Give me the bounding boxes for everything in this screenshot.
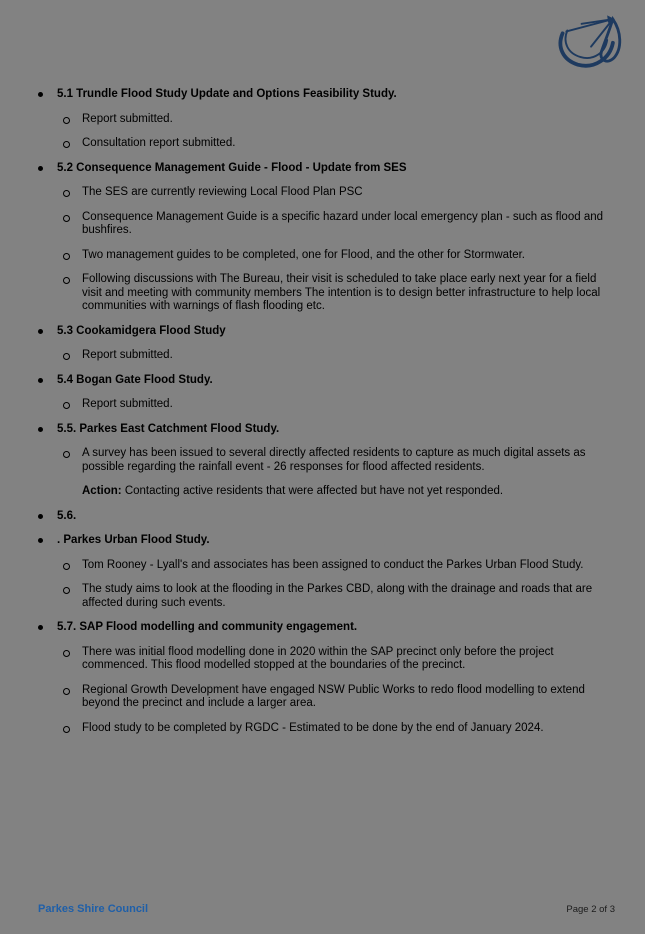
item-heading: 5.7. SAP Flood modelling and community engagement.	[57, 621, 358, 633]
sub-item-text: There was initial flood modelling done in 2020 within the SAP precinct only before the project commenced. This flood modelled stopped at the boundaries of the precinct.	[82, 645, 554, 671]
bullet-circle-icon	[63, 447, 82, 474]
sub-item-text: Contacting active residents that were affected but have not yet responded.	[124, 485, 504, 497]
bullet-circle-icon	[63, 684, 82, 711]
action-label: Action:	[82, 485, 122, 497]
item-heading: 5.5. Parkes East Catchment Flood Study.	[57, 422, 280, 435]
bullet-disc-icon	[38, 162, 57, 176]
sub-item-text: Consequence Management Guide is a specific hazard under local emergency plan - such as flood and bushfires.	[82, 210, 604, 236]
item-heading: 5.1 Trundle Flood Study Update and Options Feasibility Study.	[57, 88, 397, 100]
bullet-circle-icon	[63, 273, 82, 314]
parkes-shire-council-logo	[555, 9, 629, 71]
bullet-disc-icon	[38, 621, 57, 635]
sub-item-text: Report submitted.	[82, 398, 173, 410]
bullet-disc-icon	[38, 325, 57, 339]
bullet-circle-icon	[63, 398, 82, 412]
bullet-circle-icon	[63, 349, 82, 363]
page-footer	[38, 903, 615, 915]
bullet-circle-icon	[63, 113, 82, 127]
sub-item-text: Regional Growth Development have engaged NSW Public Works to redo flood modelling to extend beyond the precinct and include a larger area.	[82, 683, 585, 709]
sub-item-text: Report submitted.	[82, 349, 173, 361]
sub-item-text: Following discussions with The Bureau, their visit is scheduled to take place early next year for a field visit and meeting with community members The intention is to design better infrastructure to help local communities with warnings of flash flooding etc.	[82, 273, 601, 312]
bullet-circle-icon	[63, 249, 82, 263]
item-heading: . Parkes Urban Flood Study.	[57, 534, 210, 546]
radio-telescope-dish-icon	[555, 9, 629, 71]
list-item	[0, 621, 612, 735]
bullet-circle-icon	[63, 211, 82, 238]
list-item	[0, 88, 612, 151]
spacer	[63, 485, 82, 499]
bullet-disc-icon	[38, 88, 57, 102]
footer-council-link[interactable]: Parkes Shire Council	[38, 903, 149, 915]
list-item	[0, 162, 612, 314]
list-item	[0, 534, 612, 610]
bullet-disc-icon	[38, 423, 57, 437]
sub-item-text: Report submitted.	[82, 112, 173, 125]
bullet-circle-icon	[63, 137, 82, 151]
item-heading: 5.2 Consequence Management Guide - Flood - Update from SES	[57, 161, 407, 174]
bullet-circle-icon	[63, 646, 82, 673]
sub-item-text: The study aims to look at the flooding in the Parkes CBD, along with the drainage and roads that are affected during such events.	[82, 583, 593, 609]
bullet-circle-icon	[63, 722, 82, 736]
list-item	[0, 325, 612, 363]
sub-item-text: The SES are currently reviewing Local Flood Plan PSC	[82, 186, 363, 198]
item-heading: 5.6.	[57, 509, 77, 522]
bullet-circle-icon	[63, 186, 82, 200]
list-item	[0, 374, 612, 412]
sub-item-text: Flood study to be completed by RGDC - Estimated to be done by the end of January 2024.	[82, 721, 544, 734]
sub-item-text: Tom Rooney - Lyall's and associates has been assigned to conduct the Parkes Urban Flood Study.	[82, 558, 584, 571]
footer-page-number: Page 2 of 3	[566, 904, 615, 915]
bullet-disc-icon	[38, 510, 57, 524]
item-heading: 5.4 Bogan Gate Flood Study.	[57, 373, 213, 386]
sub-item-text: A survey has been issued to several directly affected residents to capture as much digital assets as possible regarding the rainfall event - 26 responses for flood affected residents.	[82, 447, 586, 473]
bullet-disc-icon	[38, 374, 57, 388]
bullet-circle-icon	[63, 583, 82, 610]
sub-item-text: Two management guides to be completed, one for Flood, and the other for Stormwater.	[82, 248, 526, 261]
list-item	[0, 510, 612, 524]
sub-item-text: Consultation report submitted.	[82, 137, 236, 149]
bullet-disc-icon	[38, 534, 57, 548]
list-item	[0, 423, 612, 499]
item-heading: 5.3 Cookamidgera Flood Study	[57, 324, 226, 337]
content-list	[0, 88, 645, 746]
bullet-circle-icon	[63, 559, 82, 573]
